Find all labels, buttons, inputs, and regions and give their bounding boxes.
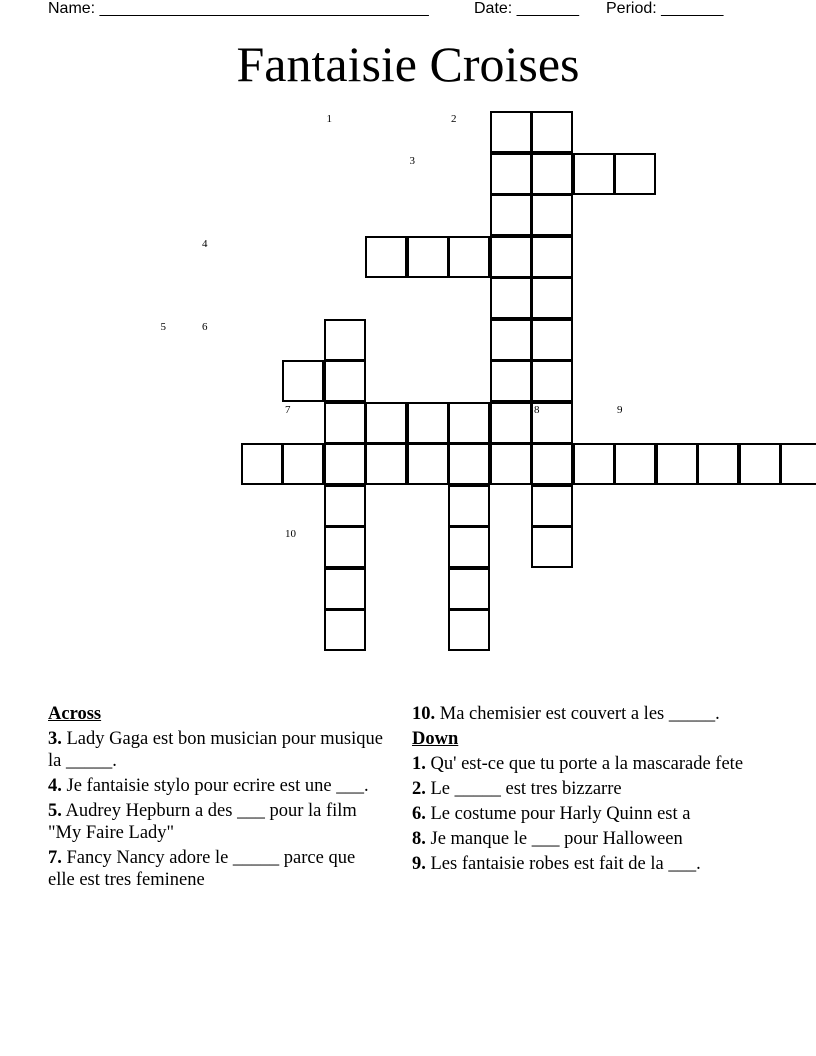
down-clue xyxy=(412,828,757,850)
clue-number-label: 9 xyxy=(617,403,623,416)
crossword-cell[interactable] xyxy=(531,443,573,485)
clue-text: Je fantaisie stylo pour ecrire est une ___. xyxy=(66,776,369,796)
clue-number: 4. xyxy=(48,776,62,796)
crossword-cell[interactable] xyxy=(448,485,490,527)
down-clue xyxy=(412,778,757,800)
down-clue xyxy=(412,753,757,775)
crossword-cell[interactable] xyxy=(697,443,739,485)
crossword-cell[interactable] xyxy=(614,153,656,195)
crossword-cell[interactable] xyxy=(531,526,573,568)
crossword-cell[interactable] xyxy=(448,526,490,568)
across-clue xyxy=(48,775,383,797)
crossword-cell[interactable] xyxy=(490,402,532,444)
clue-number: 7. xyxy=(48,848,62,868)
crossword-cell[interactable] xyxy=(490,443,532,485)
name-field: Name: _____________________________________ xyxy=(48,0,429,17)
crossword-cell[interactable] xyxy=(739,443,781,485)
crossword-cell[interactable] xyxy=(324,360,366,402)
crossword-cell[interactable] xyxy=(324,568,366,610)
crossword-cell[interactable] xyxy=(407,402,449,444)
crossword-cell[interactable] xyxy=(324,443,366,485)
crossword-cell[interactable] xyxy=(573,443,615,485)
clue-text: Le costume pour Harly Quinn est a xyxy=(430,804,691,824)
crossword-cell[interactable] xyxy=(490,236,532,278)
crossword-cell[interactable] xyxy=(407,236,449,278)
crossword-cell[interactable] xyxy=(656,443,698,485)
clue-text: Les fantaisie robes est fait de la ___. xyxy=(430,854,701,874)
clue-number-label: 10 xyxy=(285,528,296,540)
across-clue xyxy=(48,847,383,891)
crossword-cell[interactable] xyxy=(282,360,324,402)
clue-number: 5. xyxy=(48,801,62,821)
clue-number: 10. xyxy=(412,704,436,724)
clue-column-right xyxy=(412,703,757,878)
crossword-cell[interactable] xyxy=(448,443,490,485)
across-clue xyxy=(48,728,383,772)
crossword-cell[interactable] xyxy=(448,236,490,278)
clue-text: Fancy Nancy adore le _____ parce que elle est tres feminene xyxy=(48,848,356,890)
crossword-cell[interactable] xyxy=(531,153,573,195)
clue-number: 8. xyxy=(412,829,426,849)
crossword-cell[interactable] xyxy=(531,360,573,402)
crossword-cell[interactable] xyxy=(531,485,573,527)
crossword-cell[interactable] xyxy=(448,609,490,651)
crossword-cell[interactable] xyxy=(490,360,532,402)
period-field: Period: _______ xyxy=(606,0,724,17)
crossword-cell[interactable] xyxy=(365,236,407,278)
down-heading: Down xyxy=(412,729,459,749)
crossword-cell[interactable] xyxy=(531,319,573,361)
crossword-cell[interactable] xyxy=(531,111,573,153)
clue-number: 3. xyxy=(48,729,62,749)
crossword-cell[interactable] xyxy=(365,443,407,485)
clue-text: Je manque le ___ pour Halloween xyxy=(430,829,683,849)
clue-number: 6. xyxy=(412,804,426,824)
crossword-cell[interactable] xyxy=(324,526,366,568)
crossword-cell[interactable] xyxy=(780,443,816,485)
across-clue xyxy=(412,703,757,725)
crossword-cell[interactable] xyxy=(531,277,573,319)
clue-number-label: 5 xyxy=(160,320,166,333)
clue-number: 1. xyxy=(412,754,426,774)
crossword-cell[interactable] xyxy=(324,609,366,651)
crossword-cell[interactable] xyxy=(324,485,366,527)
page-title: Fantaisie Croises xyxy=(236,36,580,92)
clue-number: 9. xyxy=(412,854,426,874)
clue-number-label: 4 xyxy=(202,237,208,250)
clue-text: Le _____ est tres bizzarre xyxy=(430,779,622,799)
crossword-cell[interactable] xyxy=(614,443,656,485)
clue-number-label: 1 xyxy=(326,113,332,125)
clue-number-label: 7 xyxy=(285,403,291,416)
crossword-cell[interactable] xyxy=(490,319,532,361)
across-heading: Across xyxy=(48,704,102,724)
clue-text: Ma chemisier est couvert a les _____. xyxy=(439,704,720,724)
clue-number: 2. xyxy=(412,779,426,799)
across-clue xyxy=(48,800,383,844)
crossword-cell[interactable] xyxy=(573,153,615,195)
down-clue xyxy=(412,803,757,825)
crossword-cell[interactable] xyxy=(490,194,532,236)
crossword-cell[interactable] xyxy=(490,153,532,195)
clue-number-label: 2 xyxy=(451,113,457,125)
crossword-cell[interactable] xyxy=(448,402,490,444)
down-clue xyxy=(412,853,757,875)
crossword-cell[interactable] xyxy=(490,277,532,319)
crossword-cell[interactable] xyxy=(324,319,366,361)
crossword-cell[interactable] xyxy=(282,443,324,485)
clue-number-label: 6 xyxy=(202,320,208,333)
crossword-cell[interactable] xyxy=(241,443,283,485)
crossword-cell[interactable] xyxy=(407,443,449,485)
clue-text: Lady Gaga est bon musician pour musique la _____. xyxy=(48,729,383,771)
clue-number-label: 8 xyxy=(534,403,540,416)
crossword-cell[interactable] xyxy=(448,568,490,610)
crossword-cell[interactable] xyxy=(531,194,573,236)
crossword-cell[interactable] xyxy=(324,402,366,444)
clue-text: Audrey Hepburn a des ___ pour la film "My Faire Lady" xyxy=(48,801,357,843)
clue-number-label: 3 xyxy=(409,154,415,167)
crossword-cell[interactable] xyxy=(490,111,532,153)
crossword-cell[interactable] xyxy=(531,236,573,278)
clue-text: Qu' est-ce que tu porte a la mascarade fete xyxy=(430,754,744,774)
crossword-cell[interactable] xyxy=(365,402,407,444)
clue-column-left xyxy=(48,703,383,894)
date-field: Date: _______ xyxy=(474,0,579,17)
